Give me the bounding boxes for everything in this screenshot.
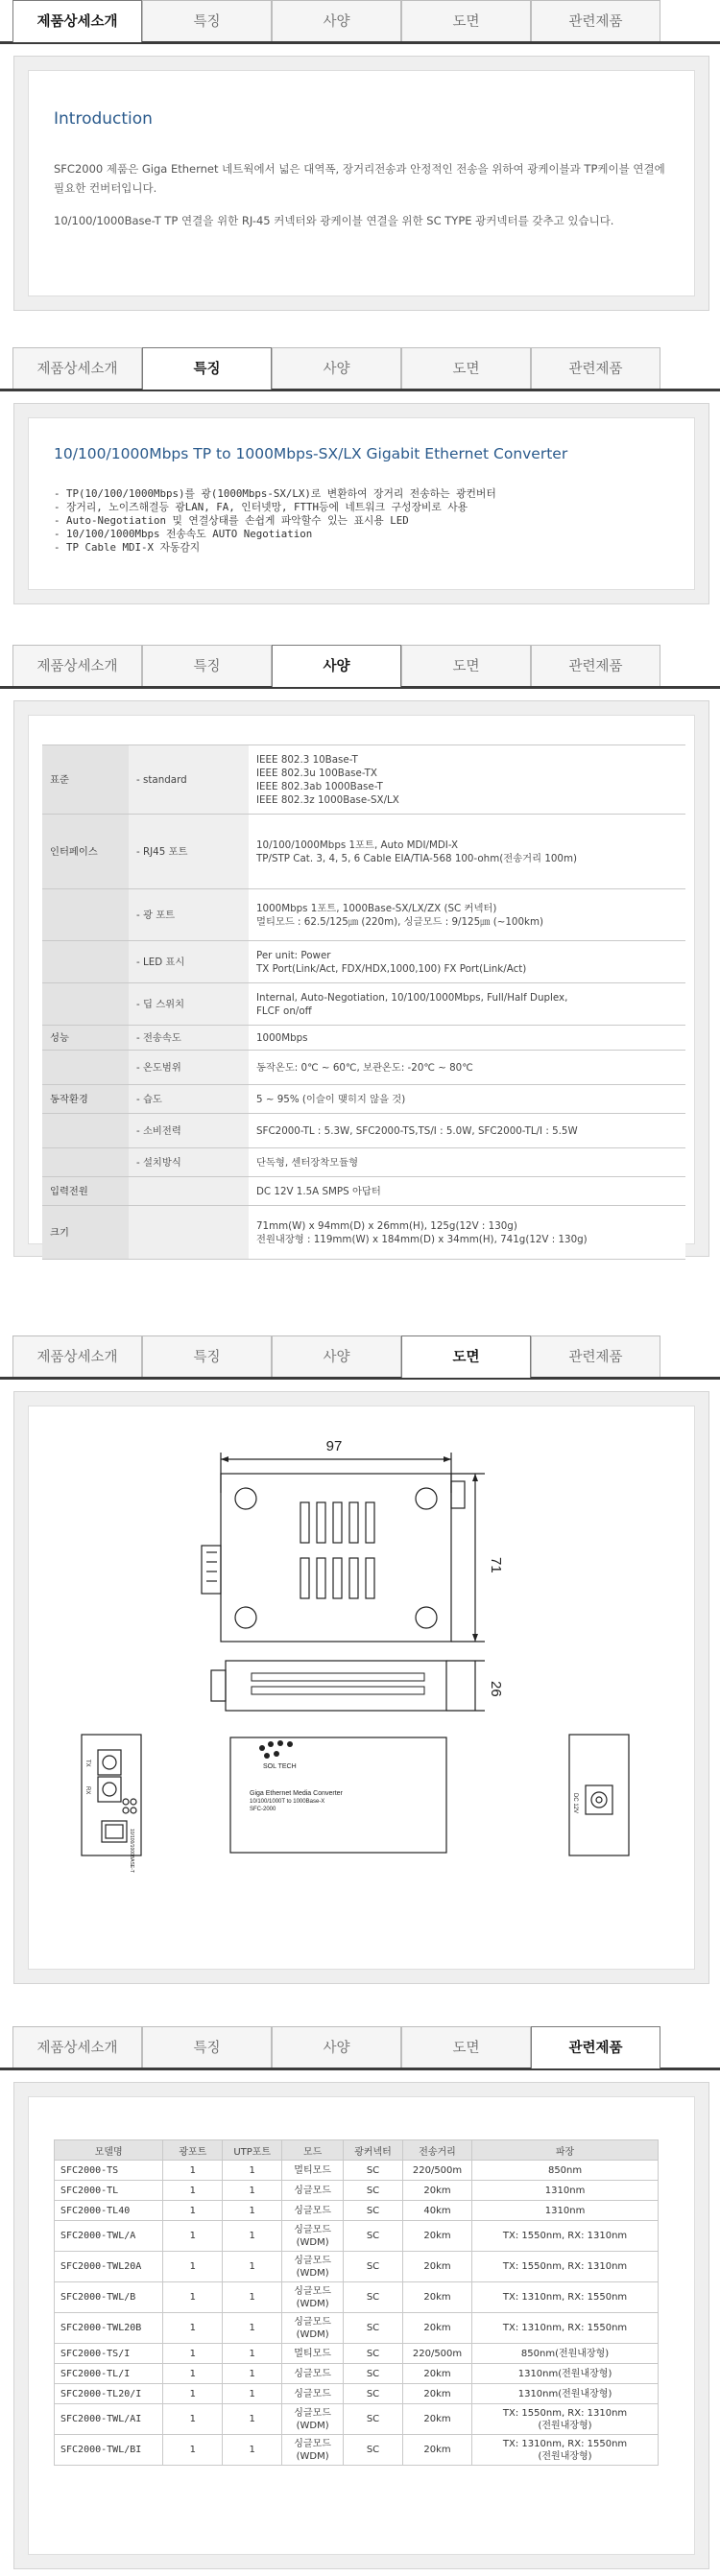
spec-item: - 전송속도 xyxy=(129,1026,249,1051)
feature-item: - 장거리, 노이즈해결등 광LAN, FA, 인터넷망, FTTH등에 네트워크 구성장비로 사용 xyxy=(54,501,468,513)
related-table xyxy=(54,2139,659,2466)
table-row xyxy=(55,2201,659,2221)
table-cell: 1 xyxy=(163,2161,223,2181)
spec-value xyxy=(249,1051,685,1085)
table-cell: 1 xyxy=(223,2435,282,2466)
spec-category xyxy=(42,889,129,941)
spec-value xyxy=(249,1085,685,1114)
tab-bar xyxy=(0,2026,720,2070)
tab-bar xyxy=(0,347,720,391)
table-cell: 싱글모드 xyxy=(282,2181,344,2201)
spec-item: - RJ45 포트 xyxy=(129,815,249,889)
spec-category: 인터페이스 xyxy=(42,815,129,889)
spec-value-line: Per unit: Power xyxy=(256,949,331,961)
table-cell: 1 xyxy=(223,2201,282,2221)
spec-value-line: 5 ~ 95% (이슬이 맺히지 않을 것) xyxy=(256,1093,406,1105)
table-cell: 싱글모드 (WDM) xyxy=(282,2404,344,2435)
table-cell: 20km xyxy=(402,2384,471,2404)
table-cell: SFC2000-TL/I xyxy=(55,2364,163,2384)
spec-value-line: FLCF on/off xyxy=(256,1004,312,1017)
table-cell: 1 xyxy=(163,2221,223,2252)
tab-features[interactable]: 특징 xyxy=(142,1335,272,1377)
table-cell: 1310nm xyxy=(472,2181,659,2201)
table-cell: SC xyxy=(344,2282,403,2313)
features-box xyxy=(28,417,695,590)
features-title: 10/100/1000Mbps TP to 1000Mbps-SX/LX Gigabit Ethernet Converter xyxy=(54,445,568,462)
features-panel xyxy=(13,403,709,604)
intro-paragraph-1: SFC2000 제품은 Giga Ethernet 네트웍에서 넓은 대역폭, 장거리전송과 안정적인 전송을 위하여 광케이블과 TP케이블 연결에 필요한 컨버터입니다. xyxy=(54,162,665,195)
spec-value-line: SFC2000-TL : 5.3W, SFC2000-TS,TS/I : 5.0W, SFC2000-TL/I : 5.5W xyxy=(256,1124,578,1137)
utp-port-label: 10/100/1000BASE-T xyxy=(129,1829,134,1873)
spec-value xyxy=(249,1114,685,1148)
table-row xyxy=(55,2364,659,2384)
tab-overview[interactable]: 제품상세소개 xyxy=(12,2026,142,2068)
intro-paragraph-2: 10/100/1000Base-T TP 연결을 위한 RJ-45 커넥터와 광케이블 연결을 위한 SC TYPE 광커넥터를 갖추고 있습니다. xyxy=(54,214,614,227)
device-line-2: 10/100/1000T to 1000Base-X xyxy=(250,1799,325,1805)
tab-bar xyxy=(0,0,720,44)
table-cell: SFC2000-TS xyxy=(55,2161,163,2181)
spec-row xyxy=(42,1206,685,1260)
spec-item: - 습도 xyxy=(129,1085,249,1114)
tab-related[interactable]: 관련제품 xyxy=(531,1335,660,1377)
tab-related[interactable]: 관련제품 xyxy=(531,0,660,41)
spec-item: - 소비전력 xyxy=(129,1114,249,1148)
table-row xyxy=(55,2181,659,2201)
spec-item: - 온도범위 xyxy=(129,1051,249,1085)
spec-row xyxy=(42,1148,685,1177)
spec-value-line: Internal, Auto-Negotiation, 10/100/1000Mbps, Full/Half Duplex, xyxy=(256,991,568,1004)
feature-item: - TP Cable MDI-X 자동감지 xyxy=(54,541,201,554)
table-cell: 20km xyxy=(402,2404,471,2435)
table-cell: 1 xyxy=(163,2282,223,2313)
table-row xyxy=(55,2384,659,2404)
table-cell: SC xyxy=(344,2201,403,2221)
table-cell: SFC2000-TWL/A xyxy=(55,2221,163,2252)
tab-specs[interactable]: 사양 xyxy=(272,2026,401,2068)
feature-item: - 10/100/1000Mbps 전송속도 AUTO Negotiation xyxy=(54,528,313,540)
table-cell: SFC2000-TL xyxy=(55,2181,163,2201)
spec-value xyxy=(249,1206,685,1260)
spec-row xyxy=(42,815,685,889)
table-cell: 1 xyxy=(223,2252,282,2282)
tab-drawing[interactable]: 도면 xyxy=(401,2026,531,2068)
spec-value xyxy=(249,983,685,1026)
column-header: 모델명 xyxy=(55,2140,163,2161)
table-cell: 1 xyxy=(223,2313,282,2344)
table-cell: 1 xyxy=(223,2161,282,2181)
spec-value-line: 71mm(W) x 94mm(D) x 26mm(H), 125g(12V : 130g) xyxy=(256,1219,517,1232)
table-cell: 1 xyxy=(223,2221,282,2252)
table-row xyxy=(55,2404,659,2435)
table-cell: 싱글모드 (WDM) xyxy=(282,2221,344,2252)
table-cell: 20km xyxy=(402,2364,471,2384)
column-header: 전송거리 xyxy=(402,2140,471,2161)
table-cell: TX: 1310nm, RX: 1550nm xyxy=(472,2313,659,2344)
table-cell: 싱글모드 xyxy=(282,2201,344,2221)
spec-row xyxy=(42,941,685,983)
tab-drawing[interactable]: 도면 xyxy=(401,0,531,41)
related-box xyxy=(28,2096,695,2555)
spec-item xyxy=(129,1177,249,1206)
table-cell: 1 xyxy=(223,2181,282,2201)
tab-features[interactable]: 특징 xyxy=(142,645,272,686)
table-cell: 20km xyxy=(402,2221,471,2252)
table-row xyxy=(55,2252,659,2282)
spec-item: - standard xyxy=(129,745,249,815)
table-cell: 1 xyxy=(163,2201,223,2221)
table-cell: 싱글모드 (WDM) xyxy=(282,2435,344,2466)
spec-value-line: TP/STP Cat. 3, 4, 5, 6 Cable EIA/TIA-568 100-ohm(전송거리 100m) xyxy=(256,852,578,864)
column-header: 파장 xyxy=(472,2140,659,2161)
table-cell: 싱글모드 xyxy=(282,2364,344,2384)
table-row xyxy=(55,2313,659,2344)
spec-row xyxy=(42,1177,685,1206)
spec-value-line: TX Port(Link/Act, FDX/HDX,1000,100) FX Port(Link/Act) xyxy=(256,962,527,975)
spec-category: 표준 xyxy=(42,745,129,815)
table-cell: 멀티모드 xyxy=(282,2344,344,2364)
table-cell: SC xyxy=(344,2364,403,2384)
tx-label: TX xyxy=(84,1760,90,1767)
spec-row xyxy=(42,983,685,1026)
drawing-panel xyxy=(13,1391,709,1984)
specs-box xyxy=(28,715,695,1244)
tab-bar xyxy=(0,645,720,689)
table-cell: SC xyxy=(344,2181,403,2201)
table-row xyxy=(55,2221,659,2252)
spec-value-line: 단독형, 센터장착모듈형 xyxy=(256,1156,359,1169)
tab-specs[interactable]: 사양 xyxy=(272,0,401,41)
tab-related[interactable]: 관련제품 xyxy=(531,347,660,389)
table-cell: SC xyxy=(344,2252,403,2282)
spec-category: 동작환경 xyxy=(42,1085,129,1114)
tab-specs[interactable]: 사양 xyxy=(272,347,401,389)
table-row xyxy=(55,2161,659,2181)
spec-row xyxy=(42,1085,685,1114)
column-header: UTP포트 xyxy=(223,2140,282,2161)
spec-category: 입력전원 xyxy=(42,1177,129,1206)
table-cell: 20km xyxy=(402,2282,471,2313)
table-cell: SFC2000-TWL/B xyxy=(55,2282,163,2313)
spec-item: - 딥 스위치 xyxy=(129,983,249,1026)
table-cell: 1 xyxy=(223,2404,282,2435)
device-line-1: Giga Ethernet Media Converter xyxy=(250,1790,343,1797)
table-cell: SFC2000-TL40 xyxy=(55,2201,163,2221)
tab-specs[interactable]: 사양 xyxy=(272,645,401,687)
table-cell: 1 xyxy=(223,2384,282,2404)
spec-category xyxy=(42,983,129,1026)
tab-features[interactable]: 특징 xyxy=(142,0,272,41)
table-cell: TX: 1550nm, RX: 1310nm (전원내장형) xyxy=(472,2404,659,2435)
spec-table xyxy=(42,744,685,1260)
table-row xyxy=(55,2435,659,2466)
table-cell: 20km xyxy=(402,2435,471,2466)
spec-item xyxy=(129,1206,249,1260)
table-cell: 싱글모드 (WDM) xyxy=(282,2282,344,2313)
spec-value-line: IEEE 802.3 10Base-T xyxy=(256,753,358,766)
table-cell: 1 xyxy=(223,2282,282,2313)
table-cell: 1 xyxy=(163,2435,223,2466)
spec-value-line: 1000Mbps xyxy=(256,1031,308,1044)
spec-category xyxy=(42,1148,129,1177)
spec-category xyxy=(42,1051,129,1085)
technical-drawing xyxy=(29,1406,696,1969)
table-cell: 850nm(전원내장형) xyxy=(472,2344,659,2364)
table-cell: 1310nm xyxy=(472,2201,659,2221)
spec-value-line: DC 12V 1.5A SMPS 아답터 xyxy=(256,1185,381,1197)
table-cell: 1310nm(전원내장형) xyxy=(472,2364,659,2384)
spec-value xyxy=(249,745,685,815)
feature-item: - TP(10/100/1000Mbps)를 광(1000Mbps-SX/LX)로 변환하여 장거리 전송하는 광컨버터 xyxy=(54,487,496,500)
table-cell: 220/500m xyxy=(402,2344,471,2364)
column-header: 모드 xyxy=(282,2140,344,2161)
table-cell: 220/500m xyxy=(402,2161,471,2181)
table-cell: 20km xyxy=(402,2252,471,2282)
features-list xyxy=(54,487,496,555)
spec-value-line: IEEE 802.3z 1000Base-SX/LX xyxy=(256,793,399,806)
related-panel xyxy=(13,2082,709,2569)
table-cell: SC xyxy=(344,2384,403,2404)
spec-category xyxy=(42,941,129,983)
intro-panel xyxy=(13,56,709,311)
table-cell: 1 xyxy=(163,2404,223,2435)
spec-value-line: 전원내장형 : 119mm(W) x 184mm(D) x 34mm(H), 741g(12V : 130g) xyxy=(256,1233,588,1245)
tab-features[interactable]: 특징 xyxy=(142,2026,272,2068)
drawing-box xyxy=(28,1406,695,1970)
spec-value-line: IEEE 802.3ab 1000Base-T xyxy=(256,780,383,792)
tab-drawing[interactable]: 도면 xyxy=(401,645,531,686)
spec-row xyxy=(42,1026,685,1051)
spec-category xyxy=(42,1114,129,1148)
table-cell: SFC2000-TWL/BI xyxy=(55,2435,163,2466)
feature-item: - Auto-Negotiation 및 연결상태를 손쉽게 파악할수 있는 표시용 LED xyxy=(54,514,409,527)
table-cell: SC xyxy=(344,2435,403,2466)
spec-row xyxy=(42,889,685,941)
spec-value xyxy=(249,1177,685,1206)
table-cell: SC xyxy=(344,2221,403,2252)
spec-category: 크기 xyxy=(42,1206,129,1260)
spec-item: - 설치방식 xyxy=(129,1148,249,1177)
intro-box xyxy=(28,70,695,296)
spec-value-line: 10/100/1000Mbps 1포트, Auto MDI/MDI-X xyxy=(256,839,459,851)
table-cell: 20km xyxy=(402,2313,471,2344)
table-cell: SC xyxy=(344,2161,403,2181)
dim-width-label: 97 xyxy=(325,1438,343,1454)
dim-height-label: 26 xyxy=(488,1681,504,1697)
intro-title: Introduction xyxy=(54,109,153,129)
table-cell: 1 xyxy=(163,2364,223,2384)
table-row xyxy=(55,2344,659,2364)
tab-drawing[interactable]: 도면 xyxy=(401,1335,531,1378)
tab-features[interactable]: 특징 xyxy=(142,347,272,390)
spec-value-line: 1000Mbps 1포트, 1000Base-SX/LX/ZX (SC 커넥터) xyxy=(256,902,497,914)
spec-value-line: 멀티모드 : 62.5/125㎛ (220m), 싱글모드 : 9/125㎛ (~100km) xyxy=(256,915,544,928)
table-cell: TX: 1550nm, RX: 1310nm xyxy=(472,2221,659,2252)
table-cell: SFC2000-TWL/AI xyxy=(55,2404,163,2435)
dc-label: DC 12V xyxy=(572,1793,578,1814)
tab-related[interactable]: 관련제품 xyxy=(531,2026,660,2068)
spec-item: - LED 표시 xyxy=(129,941,249,983)
table-cell: 1 xyxy=(163,2384,223,2404)
rx-label: RX xyxy=(84,1786,90,1795)
table-cell: 1 xyxy=(163,2181,223,2201)
table-cell: TX: 1310nm, RX: 1550nm xyxy=(472,2282,659,2313)
table-cell: 멀티모드 xyxy=(282,2161,344,2181)
table-cell: SC xyxy=(344,2313,403,2344)
table-cell: 1 xyxy=(163,2252,223,2282)
table-cell: TX: 1310nm, RX: 1550nm (전원내장형) xyxy=(472,2435,659,2466)
table-cell: 1310nm(전원내장형) xyxy=(472,2384,659,2404)
table-cell: 1 xyxy=(223,2364,282,2384)
specs-panel xyxy=(13,700,709,1257)
table-cell: SC xyxy=(344,2344,403,2364)
spec-value xyxy=(249,941,685,983)
tab-overview[interactable]: 제품상세소개 xyxy=(12,0,142,42)
spec-value xyxy=(249,1026,685,1051)
table-row xyxy=(55,2282,659,2313)
tab-related[interactable]: 관련제품 xyxy=(531,645,660,686)
tab-overview[interactable]: 제품상세소개 xyxy=(12,645,142,686)
spec-value xyxy=(249,889,685,941)
table-cell: SC xyxy=(344,2404,403,2435)
table-cell: 1 xyxy=(163,2313,223,2344)
table-cell: 850nm xyxy=(472,2161,659,2181)
tab-bar xyxy=(0,1335,720,1380)
table-cell: SFC2000-TS/I xyxy=(55,2344,163,2364)
vent-slots xyxy=(300,1502,374,1598)
table-cell: 싱글모드 xyxy=(282,2384,344,2404)
dim-depth-label: 71 xyxy=(488,1557,504,1573)
table-cell: 1 xyxy=(223,2344,282,2364)
tab-drawing[interactable]: 도면 xyxy=(401,347,531,389)
tab-specs[interactable]: 사양 xyxy=(272,1335,401,1377)
side-view-outline xyxy=(226,1661,446,1711)
table-cell: TX: 1550nm, RX: 1310nm xyxy=(472,2252,659,2282)
spec-value xyxy=(249,815,685,889)
device-line-3: SFC-2000 xyxy=(250,1807,276,1812)
spec-category: 성능 xyxy=(42,1026,129,1051)
column-header: 광포트 xyxy=(163,2140,223,2161)
spec-row xyxy=(42,745,685,815)
table-cell: SFC2000-TL20/I xyxy=(55,2384,163,2404)
spec-value xyxy=(249,1148,685,1177)
tab-overview[interactable]: 제품상세소개 xyxy=(12,1335,142,1377)
table-cell: 싱글모드 (WDM) xyxy=(282,2313,344,2344)
spec-value-line: 동작온도: 0℃ ~ 60℃, 보관온도: -20℃ ~ 80℃ xyxy=(256,1061,473,1074)
spec-value-line: IEEE 802.3u 100Base-TX xyxy=(256,767,377,779)
table-cell: 40km xyxy=(402,2201,471,2221)
spec-row xyxy=(42,1114,685,1148)
brand-label: SOL TECH xyxy=(263,1763,297,1770)
table-cell: 20km xyxy=(402,2181,471,2201)
spec-row xyxy=(42,1051,685,1085)
table-cell: SFC2000-TWL20A xyxy=(55,2252,163,2282)
column-header: 광커넥터 xyxy=(344,2140,403,2161)
table-cell: SFC2000-TWL20B xyxy=(55,2313,163,2344)
table-cell: 싱글모드 (WDM) xyxy=(282,2252,344,2282)
spec-item: - 광 포트 xyxy=(129,889,249,941)
table-cell: 1 xyxy=(163,2344,223,2364)
tab-overview[interactable]: 제품상세소개 xyxy=(12,347,142,389)
